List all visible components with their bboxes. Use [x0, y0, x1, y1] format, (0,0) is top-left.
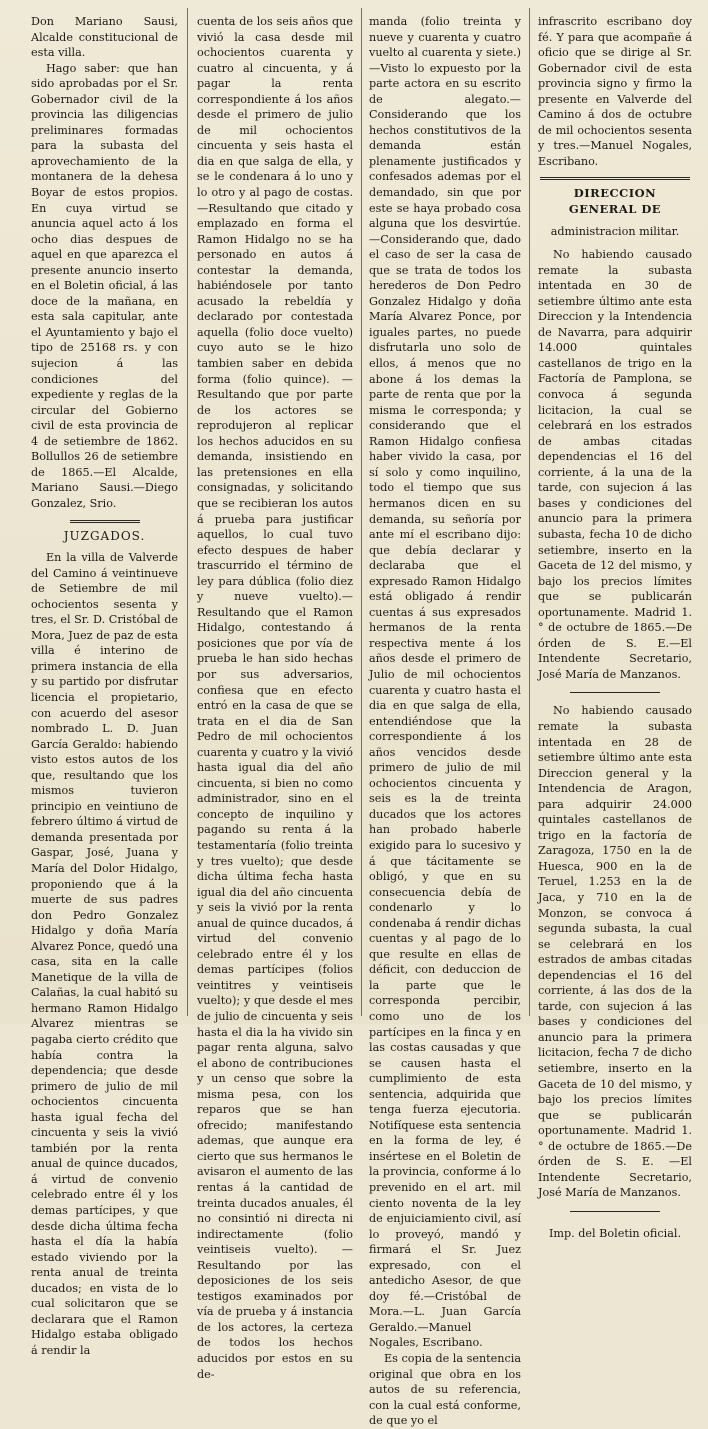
notice-divider [570, 692, 660, 693]
section-divider [70, 520, 140, 523]
military-notice-aragon: No habiendo causado remate la subasta intentada en 28 de setiembre último ante esta Direccion general y la Intendencia de Aragon, para adquirir 24.000 quintales castellanos de trigo en la factoría de Zaragoza, 1750 en la de Huesca, 900 en la de Teruel, 1.253 en la de Jaca, y 710 en la de Monzon, se convoca á segunda subasta, la cual se celebrará en los estrados de ambas citadas dependencias el 16 del corriente, á las dos de la tarde, con sujecion á las bases y condiciones del anuncio para la primera licitacion, fecha 7 de dicho setiembre, inserto en la Gaceta de 10 del mismo, y bajo los precios límites que se publicarán oportunamente. Madrid 1.° de octubre de 1865.—De órden de S. E. —El Intendente Secretario, José María de Manzanos. [538, 704, 692, 1200]
column-rule [187, 8, 188, 1016]
column-rule [361, 8, 362, 1016]
military-notice-navarra: No habiendo causado remate la subasta intentada en 30 de setiembre último ante esta Direccion y la Intendencia de Navarra, para adquirir 14.000 quintales castellanos de trigo en la Factoría de Pamplona, se convoca á segunda licitacion, la cual se celebrará en los estrados de ambas citadas dependencias el 16 del corriente, á la una de la tarde, con sujecion á las bases y condiciones del anuncio para la primera subasta, fecha 10 de dicho setiembre, inserto en la Gaceta de 12 del mismo, y bajo los precios límites que se publicarán oportunamente. Madrid 1.° de octubre de 1865.—De órden de S. E.—El Intendente Secretario, José María de Manzanos. [538, 248, 692, 681]
signature-line: Don Mariano Sausi, Alcalde constitucional de esta villa. [31, 15, 178, 60]
column-2 [197, 14, 353, 1381]
notice-divider [570, 1211, 660, 1212]
column-rule [529, 8, 530, 1016]
court-copy-statement: Es copia de la sentencia original que obra en los autos de su referencia, con la cual está conforme, de que yo el [369, 1352, 521, 1428]
section-heading-juzgados: JUZGADOS. [63, 528, 146, 543]
auction-notice: Hago saber: que han sido aprobadas por el Sr. Gobernador civil de la provincia las diligencias preliminares formadas para la subasta del aprovechamiento de la montanera de la dehesa Boyar de estos propios. En cuya virtud se anuncia aquel acto á los ocho dias despues de aquel en que aparezca el presente anuncio inserto en el Boletin oficial, á las doce de la mañana, en esta sala capitular, ante el Ayuntamiento y bajo el tipo de 25168 rs. y con sujecion á las condiciones del expediente y reglas de la circular del Gobierno civil de esta provincia de 4 de setiembre de 1862. Bollullos 26 de setiembre de 1865.—El Alcalde, Mariano Sausi.—Diego Gonzalez, Srio. [31, 61, 178, 510]
column-3 [369, 14, 521, 1428]
column-4 [538, 14, 692, 1240]
section-subheading: administracion militar. [550, 224, 680, 238]
court-ruling-text: manda (folio treinta y nueve y cuarenta y cuatro vuelto al cuarenta y siete.)—Visto lo expuesto por la parte actora en su escrito de alegato.—Considerando que los hechos constitutivos de la demanda están plenamente justificados y confesados ademas por el demandado, sin que por este se haya probado cosa alguna que los desvirtúe.—Considerando que, dado el caso de ser la casa de que se trata de todos los herederos de Don Pedro Gonzalez Hidalgo y doña María Alvarez Ponce, por iguales partes, no puede disfrutarla uno solo de ellos, á menos que no abone á los demas la parte de renta que por la misma le corresponda; y considerando que el Ramon Hidalgo confiesa haber vivido la casa, por sí solo y como inquilino, todo el tiempo que sus hermanos dicen en su demanda, su señoría por ante mí el escribano dijo: que debía declarar y declaraba que el expresado Ramon Hidalgo está obligado á rendir cuentas á sus expresados hermanos de la renta respectiva mente á los años desde el primero de Julio de mil ochocientos cuarenta y cuatro hasta el dia en que salga de ella, entendiéndose que la correspondiente á los años vencidos desde primero de julio de mil ochocientos cincuenta y seis es la de treinta ducados que los actores han probado haberle exigido para lo sucesivo y á que tácitamente se obligó, y que en su consecuencia debía de condenarlo y lo condenaba á rendir dichas cuentas y al pago de lo que resulte en ellas de déficit, con deduccion de la parte que le corresponda percibir, como uno de los partícipes en la finca y en las costas causadas y que se causen hasta el cumplimiento de esta sentencia, adquirida que tenga fuerza ejecutoria. Notifíquese esta sentencia en la forma de ley, é insértese en el Boletin de la provincia, conforme á lo prevenido en el art. mil ciento noventa de la ley de enjuiciamiento civil, así lo proveyó, mandó y firmará el Sr. Juez expresado, con el antedicho Asesor, de que doy fé.—Cristóbal de Mora.—L. Juan García Geraldo.—Manuel Nogales, Escribano. [369, 15, 521, 1350]
court-ruling-text: En la villa de Valverde del Camino á veintinueve de Setiembre de mil ochocientos sesenta y tres, el Sr. D. Cristóbal de Mora, Juez de paz de esta villa é interino de primera instancia de ella y su partido por disfrutar licencia el propietario, con acuerdo del asesor nombrado L. D. Juan García Geraldo: habiendo visto estos autos de los que, resultando que los mismos tuvieron principio en veintiuno de febrero último á virtud de demanda presentada por Gaspar, José, Juana y María del Dolor Hidalgo, proponiendo que á la muerte de sus padres don Pedro Gonzalez Hidalgo y doña María Alvarez Ponce, quedó una casa, sita en la calle Manetique de la villa de Calañas, la cual habitó su hermano Ramon Hidalgo Alvarez mientras se pagaba cierto crédito que había contra la dependencia; que desde primero de julio de mil ochocientos cincuenta hasta igual fecha del cincuenta y seis la vivió también por la renta anual de quince ducados, á virtud de convenio celebrado entre él y los demas partícipes, y que desde dicha última fecha hasta el día la había estado viviendo por la renta anual de treinta ducados; en vista de lo cual solicitaron que se declarara que el Ramon Hidalgo estaba obligado á rendir la [31, 551, 178, 1357]
column-1 [31, 14, 178, 1357]
court-ruling-text: cuenta de los seis años que vivió la casa desde mil ochocientos cuarenta y cuatro al cincuenta, y á pagar la renta correspondiente á los años desde el primero de julio de mil ochocientos cincuenta y seis hasta el dia en que salga de ella, y se le condenara á lo uno y lo otro y al pago de costas.—Resultando que citado y emplazado en forma el Ramon Hidalgo no se ha personado en autos á contestar la demanda, habiéndosele por tanto acusado la rebeldía y declarado por contestada aquella (folio doce vuelto) cuyo auto se le hizo tambien saber en debida forma (folio quince). —Resultando que por parte de los actores se reprodujeron al replicar los hechos aducidos en su demanda, insistiendo en las pretensiones en ella consignadas, y solicitando que se recibieran los autos á prueba para justificar aquellos, lo cual tuvo efecto despues de haber trascurrido el término de ley para dública (folio diez y nueve vuelto).—Resultando que el Ramon Hidalgo, contestando á posiciones que por vía de prueba le han sido hechas por sus adversarios, confiesa que en efecto entró en la casa de que se trata en el dia de San Pedro de mil ochocientos cuarenta y cuatro y la vivió hasta igual dia del año cincuenta, si bien no como administrador, sino en el concepto de inquilino y pagando su renta á la testamentaría (folio treinta y tres vuelto); que desde dicha última fecha hasta igual dia del año cincuenta y seis la vivió por la renta anual de quince ducados, á virtud del convenio celebrado entre él y los demas partícipes (folios veintitres y veintiseis vuelto); y que desde el mes de julio de cincuenta y seis hasta el dia la ha vivido sin pagar renta alguna, salvo el abono de contribuciones y un censo que sobre la misma pesa, con los reparos que se han ofrecido; manifestando ademas, que aunque era cierto que sus hermanos le avisaron el aumento de las rentas á la cantidad de treinta ducados anuales, él no consintió ni directa ni indirectamente (folio veintiseis vuelto). —Resultando por las deposiciones de los seis testigos examinados por vía de prueba y á instancia de los actores, la certeza de todos los hechos aducidos por estos en su de- [197, 15, 353, 1381]
court-copy-closing: infrascrito escribano doy fé. Y para que acompañe á oficio que se dirige al Sr. Gobernador civil de esta provincia signo y firmo la presente en Valverde del Camino á dos de octubre de mil ochocientos sesenta y tres.—Manuel Nogales, Escribano. [538, 15, 692, 168]
printer-imprint: Imp. del Boletin oficial. [548, 1226, 682, 1240]
section-divider [540, 177, 690, 180]
section-heading-direccion: DIRECCION GENERAL DE [568, 186, 662, 217]
